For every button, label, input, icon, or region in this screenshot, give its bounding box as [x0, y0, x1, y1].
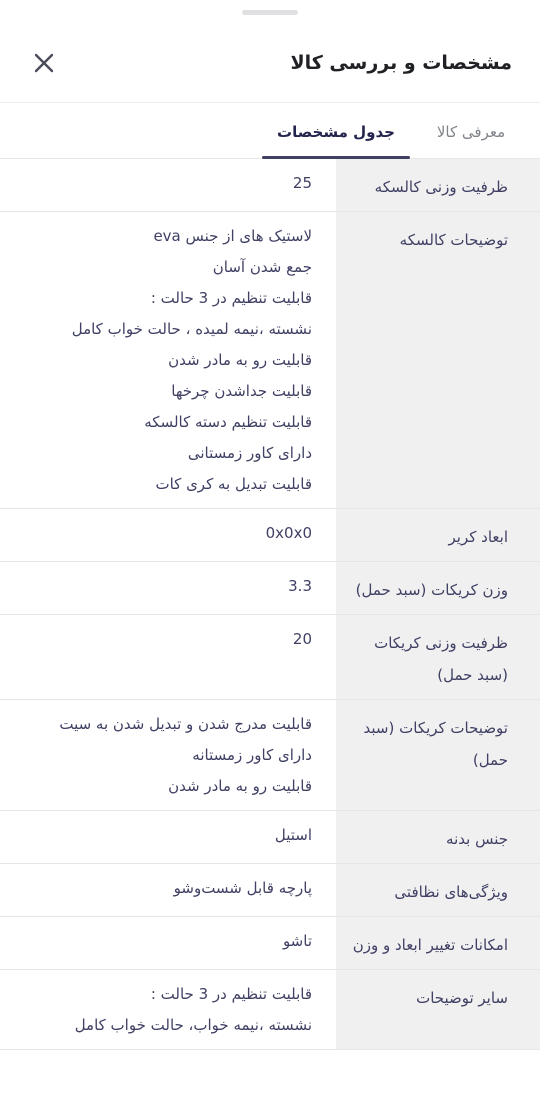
spec-value-line: قابلیت تنظیم در 3 حالت : [150, 289, 312, 307]
spec-row [0, 509, 540, 562]
spec-value-line: استیل [274, 826, 312, 844]
spec-label: سایر توضیحات [336, 970, 540, 1049]
spec-value [0, 917, 336, 969]
spec-row [0, 970, 540, 1050]
spec-row [0, 700, 540, 811]
tab-product-intro[interactable]: معرفی کالا [436, 123, 506, 141]
spec-row [0, 159, 540, 212]
spec-value [0, 212, 336, 508]
sheet-header [0, 28, 540, 103]
spec-row [0, 864, 540, 917]
spec-label: وزن کریکات (سبد حمل) [336, 562, 540, 614]
spec-value-line: نشسته ،نیمه خواب، حالت خواب کامل [74, 1016, 312, 1034]
spec-value-line: لاستیک های از جنس eva [153, 227, 312, 245]
spec-value-line: دارای کاور زمستانه [192, 746, 312, 764]
spec-label: توضیحات کریکات (سبد حمل) [336, 700, 540, 810]
spec-label: توضیحات کالسکه [336, 212, 540, 508]
spec-row [0, 212, 540, 509]
spec-label: ظرفیت وزنی کالسکه [336, 159, 540, 211]
spec-value-line: 3.3 [288, 577, 312, 595]
spec-value-line: نشسته ،نیمه لمیده ، حالت خواب کامل [71, 320, 312, 338]
specs-table [0, 159, 540, 1050]
spec-label: ویژگی‌های نظافتی [336, 864, 540, 916]
spec-value-line: 20 [292, 630, 312, 648]
close-icon[interactable] [31, 50, 59, 78]
spec-value-line: 25 [292, 174, 312, 192]
spec-value-line: قابلیت رو به مادر شدن [168, 351, 312, 369]
spec-value [0, 615, 336, 699]
tab-specs-table[interactable] [262, 103, 410, 158]
tab-specs-label: جدول مشخصات [277, 123, 395, 141]
spec-value-line: تاشو [282, 932, 312, 950]
spec-value-line: قابلیت مدرج شدن و تبدیل شدن به سیت [59, 715, 312, 733]
spec-row [0, 811, 540, 864]
spec-label: ابعاد کریر [336, 509, 540, 561]
spec-value-line: دارای کاور زمستانی [187, 444, 312, 462]
spec-value-line: قابلیت جداشدن چرخها [171, 382, 312, 400]
spec-value-line: 0x0x0 [265, 524, 312, 542]
spec-value-line: قابلیت تنظیم در 3 حالت : [150, 985, 312, 1003]
spec-value-line: پارچه قابل شست‌وشو [173, 879, 312, 897]
tab-bar [0, 103, 540, 159]
sheet-title: مشخصات و بررسی کالا [290, 52, 512, 74]
spec-row [0, 562, 540, 615]
spec-value [0, 700, 336, 810]
spec-value-line: قابلیت تبدیل به کری کات [155, 475, 312, 493]
spec-value-line: جمع شدن آسان [212, 258, 312, 276]
spec-value [0, 509, 336, 561]
spec-label: جنس بدنه [336, 811, 540, 863]
spec-value-line: قابلیت تنظیم دسته کالسکه [144, 413, 312, 431]
spec-label: امکانات تغییر ابعاد و وزن [336, 917, 540, 969]
spec-row [0, 917, 540, 970]
spec-value [0, 562, 336, 614]
spec-value [0, 159, 336, 211]
spec-value [0, 970, 336, 1049]
spec-value [0, 864, 336, 916]
spec-value-line: قابلیت رو به مادر شدن [168, 777, 312, 795]
drag-handle[interactable] [242, 10, 298, 15]
spec-row [0, 615, 540, 700]
spec-value [0, 811, 336, 863]
spec-label: ظرفیت وزنی کریکات (سبد حمل) [336, 615, 540, 699]
